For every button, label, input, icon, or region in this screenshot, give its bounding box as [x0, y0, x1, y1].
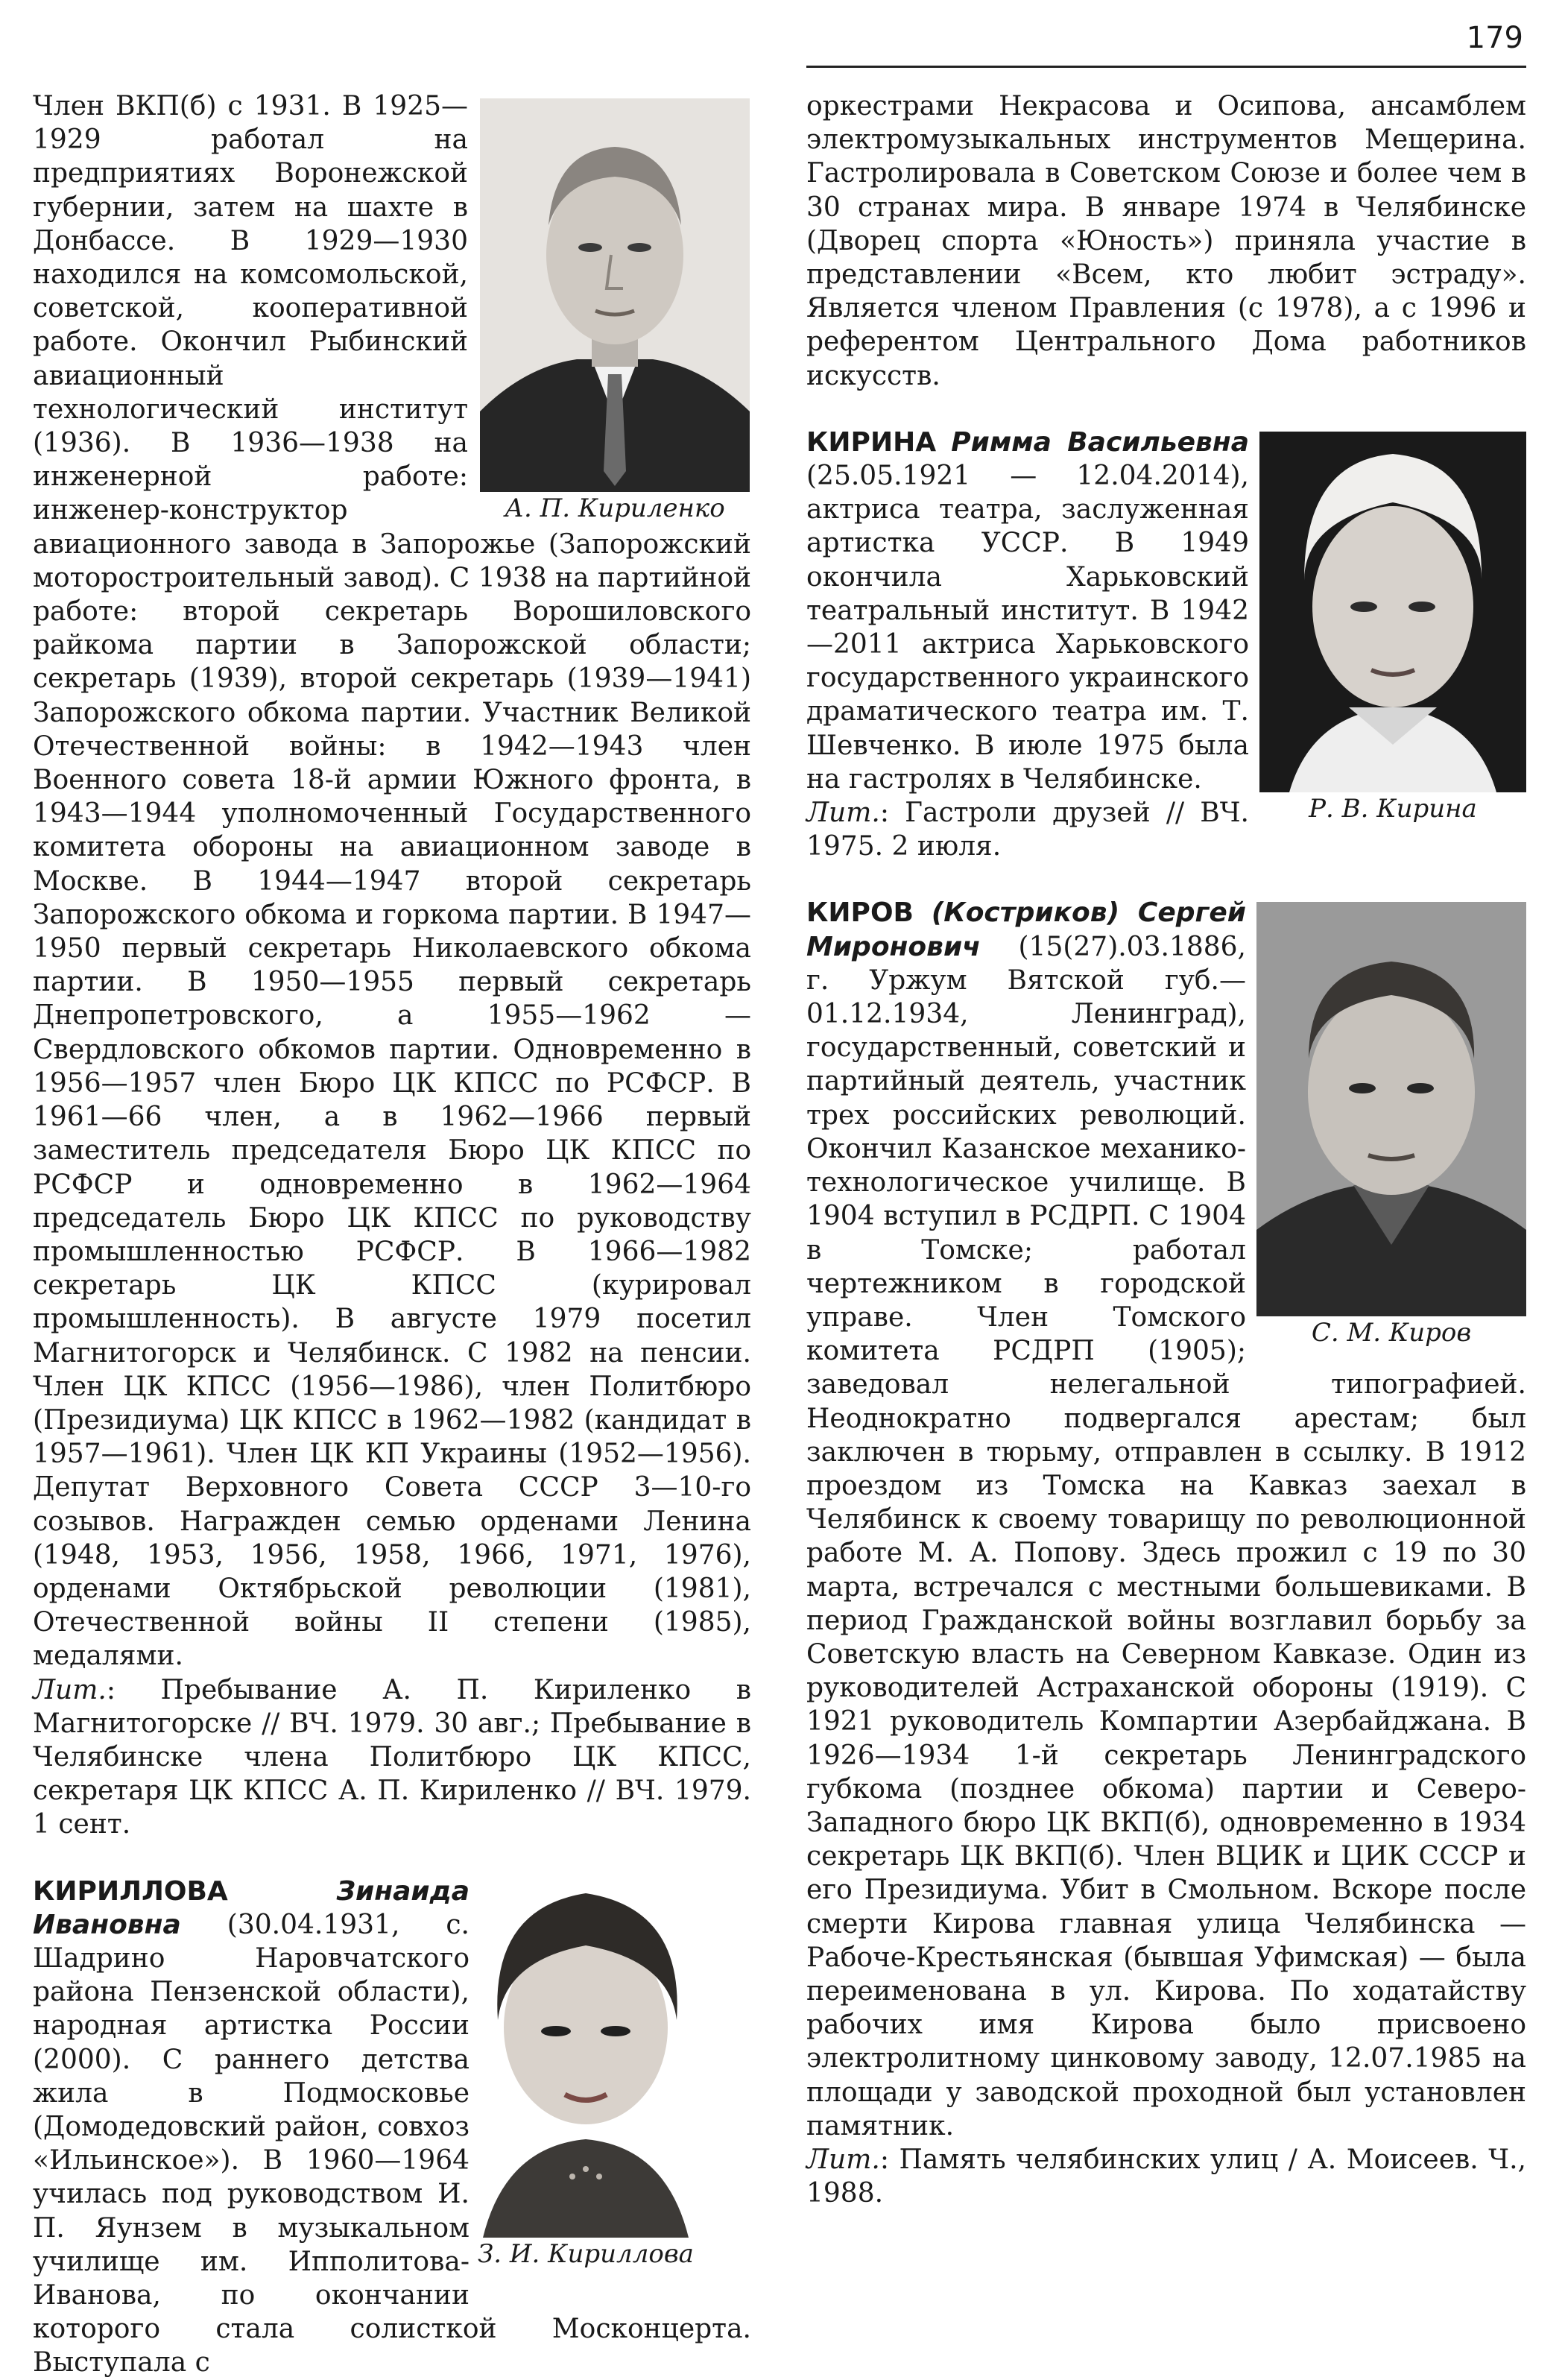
kirillova-name: КИРИЛЛОВА	[33, 1875, 228, 1907]
kirina-given: Римма Васильевна	[951, 426, 1249, 458]
kirov-lit-label: Лит.	[806, 2144, 880, 2175]
kirina-lit-label: Лит.	[806, 798, 880, 829]
kirov-photo	[1256, 902, 1526, 1316]
kirov-text: (15(27).03.1886, г. Уржум Вятской губ.— 01.12.1934, Ленинград), государственный, советский и партийный деятель, участник трех российских революций. Окончил Казанское механико-технологическое училище. В 1904 вступил в РСДРП. С 1904 в Томске; работал чертежником в городской управе. Член Томского комитета РСДРП (1905); заведовал нелегальной типографией. Неоднократно подвергался арестам; был заключен в тюрьму, отправлен в ссылку. В 1912 проездом из Томска на Кавказ заехал в Челябинск к своему товарищу по революционной работе М. А. Попову. Здесь прожил с 19 по 30 марта, встречался с местными большевиками. В период Гражданской войны возглавил борьбу за Советскую власть на Северном Кавказе. Один из руководителей Астраханской обороны (1919). С 1921 руководитель Компартии Азербайджана. В 1926—1934 1-й секретарь Ленинградского губкома (позднее обкома) партии и Северо-Западного бюро ЦК ВКП(б), одновременно в 1934 секретарь ЦК ВКП(б). Член ВЦИК и ЦИК СССР и его Президиума. Убит в Смольном. Вскоре после смерти Кирова главная улица Челябинска — Рабоче-Крестьянская (бывшая Уфимская) — была переименована в ул. Кирова. По ходатайству рабочих имя Кирова было присвоено электролитному цинковому заводу, 12.07.1985 на площади у заводской проходной был установлен памятник.	[806, 931, 1526, 2141]
kirilenko-photo-space	[468, 89, 751, 522]
kirina-photo	[1259, 432, 1526, 792]
kirov-lit: : Память челябинских улиц / А. Моисеев. Ч., 1988.	[806, 2144, 1526, 2209]
kirillova-caption: З. И. Кириллова	[478, 2239, 694, 2269]
kirina-text: (25.05.1921 — 12.04.2014), актриса театра, заслуженная артистка УССР. В 1949 окончила Харьковский театральный институт. В 1942—2011 актриса Харьковского государственного украинского драматического театра им. Т. Шевченко. В июле 1975 была на гастролях в Челябинске.	[806, 461, 1249, 795]
kirov-name: КИРОВ	[806, 897, 914, 929]
kirina-name: КИРИНА	[806, 426, 937, 458]
kirillova-given: Зинаида Ивановна	[33, 1875, 470, 1940]
kirilenko-caption: А. П. Кириленко	[505, 493, 725, 523]
kirillova-text: (30.04.1931, с. Шадрино Наровчатского района Пензенской области), народная артистка России (2000). С раннего детства жила в Подмосковье (Домодедовский район, совхоз «Ильинское»). В 1960—1964 училась под руководством И. П. Яунзем в музыкальном училище им. Ипполитова-Иванова, по окончании которого стала солисткой Москонцерта. Выступала с	[33, 1909, 751, 2379]
left-flow	[33, 89, 751, 2380]
gap-2	[806, 863, 1526, 896]
kirilenko-lit-label: Лит.	[33, 1674, 107, 1705]
kirina-lit: : Гастроли друзей // ВЧ. 1975. 2 июля.	[806, 798, 1249, 862]
kirilenko-lit-text: : Пребывание А. П. Кириленко в Магнитогорске // ВЧ. 1979. 30 авг.; Пребывание в Челябинске члена Политбюро ЦК КПСС, секретаря ЦК КПСС А. П. Кириленко // ВЧ. 1979. 1 сент.	[33, 1674, 751, 1840]
page-number: 179	[1466, 21, 1523, 55]
kirov-given: (Костриков) Сергей Миронович	[806, 897, 1246, 962]
kirov-caption: С. М. Киров	[1311, 1318, 1472, 1348]
kirillova-photo-space	[470, 1909, 751, 2311]
gap-left	[33, 1842, 751, 1875]
kirina-figure	[1259, 432, 1526, 825]
gap-1	[806, 393, 1526, 426]
kirina-caption: Р. В. Кирина	[1309, 793, 1477, 824]
header-rule	[806, 66, 1526, 68]
kirilenko-full-text: Член ВКП(б) с 1931. В 1925—1929 работал на предприятиях Воронежской губернии, затем на шахте в Донбассе. В 1929—1930 находился на комсомольской, советской, кооперативной работе. Окончил Рыбинский авиационный технологический институт (1936). В 1936—1938 на инженерной работе: инженер-конструктор авиационного завода в Запорожье (Запорожский моторостроительный завод). С 1938 на партийной работе: второй секретарь Ворошиловского райкома партии в Запорожской области; секретарь (1939), второй секретарь (1939—1941) Запорожского обкома партии. Участник Великой Отечественной войны: в 1942—1943 член Военного совета 18-й армии Южного фронта, в 1943—1944 уполномоченный Государственного комитета обороны на авиационном заводе в Москве. В 1944—1947 второй секретарь Запорожского обкома и горкома партии. В 1947—1950 первый секретарь Николаевского обкома партии. В 1950—1955 первый секретарь Днепропетровского, а 1955—1962 — Свердловского обкомов партии. Одновременно в 1956—1957 член Бюро ЦК КПСС по РСФСР. В 1961—66 член, а в 1962—1966 первый заместитель председателя Бюро ЦК КПСС по РСФСР и одновременно в 1962—1964 председатель Бюро ЦК КПСС по руководству промышленностью РСФСР. В 1966—1982 секретарь ЦК КПСС (курировал промышленность). В августе 1979 посетил Магнитогорск и Челябинск. С 1982 на пенсии. Член ЦК КПСС (1956—1986), член Политбюро (Президиума) ЦК КПСС в 1962—1982 (кандидат в 1957—1961). Член ЦК КП Украины (1952—1956). Депутат Верховного Совета СССР 3—10-го созывов. Награжден семью орденами Ленина (1948, 1953, 1956, 1958, 1966, 1971, 1976), орденами Октябрьской революции (1981), Отечественной войны II степени (1985), медалями.	[33, 91, 751, 1672]
kirov-figure	[1256, 902, 1526, 1349]
kirillova-continued: оркестрами Некрасова и Осипова, ансамблем электромузыкальных инструментов Мещерина. Гастролировала в Советском Союзе и более чем в 30 странах мира. В январе 1974 в Челябинске (Дворец спорта «Юность») приняла участие в представлении «Всем, кто любит эстраду». Является членом Правления (с 1978), а с 1996 и референтом Центрального Дома работников искусств.	[806, 91, 1526, 391]
right-column	[806, 89, 1526, 2210]
